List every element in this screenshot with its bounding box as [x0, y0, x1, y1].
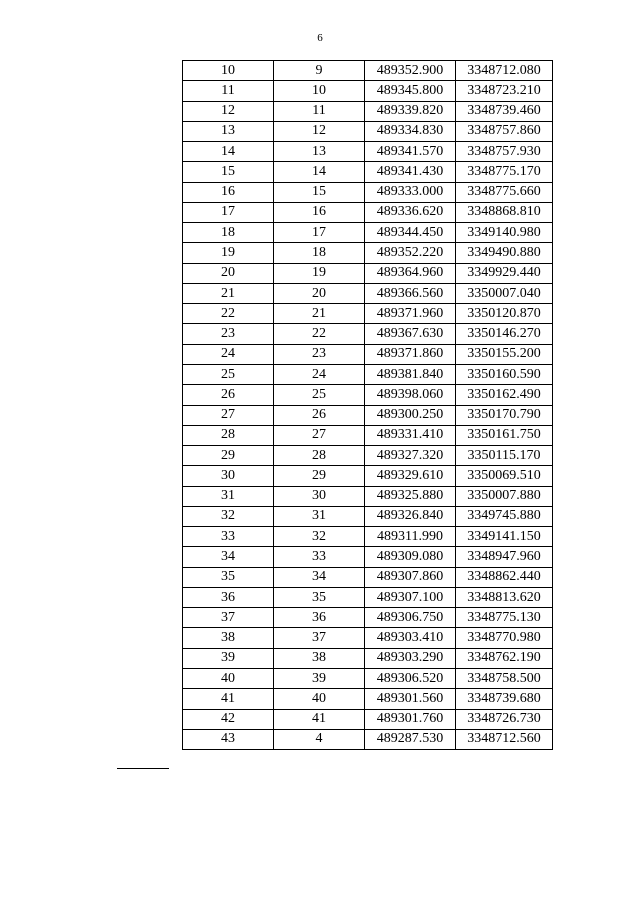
- point-number-cell: 29: [183, 446, 274, 466]
- previous-point-cell: 34: [274, 567, 365, 587]
- table-row: [183, 689, 553, 709]
- table-row: [183, 587, 553, 607]
- x-coordinate-cell: 489339.820: [365, 101, 456, 121]
- point-number-cell: 26: [183, 385, 274, 405]
- previous-point-cell: 15: [274, 182, 365, 202]
- previous-point-cell: 20: [274, 283, 365, 303]
- table-row: [183, 101, 553, 121]
- x-coordinate-cell: 489300.250: [365, 405, 456, 425]
- x-coordinate-cell: 489303.410: [365, 628, 456, 648]
- y-coordinate-cell: 3348757.930: [456, 142, 553, 162]
- previous-point-cell: 24: [274, 364, 365, 384]
- previous-point-cell: 13: [274, 142, 365, 162]
- table-row: [183, 628, 553, 648]
- x-coordinate-cell: 489306.750: [365, 608, 456, 628]
- table-row: [183, 324, 553, 344]
- point-number-cell: 31: [183, 486, 274, 506]
- x-coordinate-cell: 489341.570: [365, 142, 456, 162]
- table-row: [183, 61, 553, 81]
- table-row: [183, 709, 553, 729]
- table-row: [183, 81, 553, 101]
- previous-point-cell: 21: [274, 304, 365, 324]
- point-number-cell: 38: [183, 628, 274, 648]
- table-row: [183, 223, 553, 243]
- point-number-cell: 34: [183, 547, 274, 567]
- table-row: [183, 547, 553, 567]
- previous-point-cell: 32: [274, 527, 365, 547]
- point-number-cell: 14: [183, 142, 274, 162]
- table-row: [183, 243, 553, 263]
- table-row: [183, 121, 553, 141]
- x-coordinate-cell: 489301.760: [365, 709, 456, 729]
- point-number-cell: 21: [183, 283, 274, 303]
- x-coordinate-cell: 489307.100: [365, 587, 456, 607]
- x-coordinate-cell: 489331.410: [365, 425, 456, 445]
- table-row: [183, 466, 553, 486]
- previous-point-cell: 29: [274, 466, 365, 486]
- table-row: [183, 283, 553, 303]
- x-coordinate-cell: 489325.880: [365, 486, 456, 506]
- x-coordinate-cell: 489364.960: [365, 263, 456, 283]
- point-number-cell: 24: [183, 344, 274, 364]
- x-coordinate-cell: 489366.560: [365, 283, 456, 303]
- x-coordinate-cell: 489307.860: [365, 567, 456, 587]
- previous-point-cell: 22: [274, 324, 365, 344]
- y-coordinate-cell: 3350120.870: [456, 304, 553, 324]
- previous-point-cell: 25: [274, 385, 365, 405]
- point-number-cell: 28: [183, 425, 274, 445]
- previous-point-cell: 39: [274, 668, 365, 688]
- previous-point-cell: 38: [274, 648, 365, 668]
- y-coordinate-cell: 3350170.790: [456, 405, 553, 425]
- table-row: [183, 486, 553, 506]
- y-coordinate-cell: 3348862.440: [456, 567, 553, 587]
- point-number-cell: 22: [183, 304, 274, 324]
- point-number-cell: 12: [183, 101, 274, 121]
- y-coordinate-cell: 3349929.440: [456, 263, 553, 283]
- table-row: [183, 446, 553, 466]
- x-coordinate-cell: 489329.610: [365, 466, 456, 486]
- previous-point-cell: 9: [274, 61, 365, 81]
- point-number-cell: 37: [183, 608, 274, 628]
- previous-point-cell: 35: [274, 587, 365, 607]
- previous-point-cell: 41: [274, 709, 365, 729]
- previous-point-cell: 30: [274, 486, 365, 506]
- y-coordinate-cell: 3348723.210: [456, 81, 553, 101]
- y-coordinate-cell: 3348712.080: [456, 61, 553, 81]
- x-coordinate-cell: 489311.990: [365, 527, 456, 547]
- previous-point-cell: 23: [274, 344, 365, 364]
- x-coordinate-cell: 489303.290: [365, 648, 456, 668]
- x-coordinate-cell: 489306.520: [365, 668, 456, 688]
- y-coordinate-cell: 3348758.500: [456, 668, 553, 688]
- x-coordinate-cell: 489333.000: [365, 182, 456, 202]
- y-coordinate-cell: 3350160.590: [456, 364, 553, 384]
- y-coordinate-cell: 3348739.680: [456, 689, 553, 709]
- y-coordinate-cell: 3350146.270: [456, 324, 553, 344]
- y-coordinate-cell: 3348757.860: [456, 121, 553, 141]
- point-number-cell: 23: [183, 324, 274, 344]
- table-row: [183, 425, 553, 445]
- x-coordinate-cell: 489398.060: [365, 385, 456, 405]
- y-coordinate-cell: 3349745.880: [456, 506, 553, 526]
- point-number-cell: 41: [183, 689, 274, 709]
- previous-point-cell: 18: [274, 243, 365, 263]
- y-coordinate-cell: 3348762.190: [456, 648, 553, 668]
- table-row: [183, 506, 553, 526]
- table-row: [183, 162, 553, 182]
- previous-point-cell: 17: [274, 223, 365, 243]
- previous-point-cell: 31: [274, 506, 365, 526]
- y-coordinate-cell: 3348739.460: [456, 101, 553, 121]
- table-row: [183, 202, 553, 222]
- x-coordinate-cell: 489341.430: [365, 162, 456, 182]
- previous-point-cell: 12: [274, 121, 365, 141]
- x-coordinate-cell: 489326.840: [365, 506, 456, 526]
- point-number-cell: 25: [183, 364, 274, 384]
- y-coordinate-cell: 3348726.730: [456, 709, 553, 729]
- y-coordinate-cell: 3348813.620: [456, 587, 553, 607]
- point-number-cell: 16: [183, 182, 274, 202]
- point-number-cell: 35: [183, 567, 274, 587]
- y-coordinate-cell: 3350007.880: [456, 486, 553, 506]
- y-coordinate-cell: 3349141.150: [456, 527, 553, 547]
- y-coordinate-cell: 3350155.200: [456, 344, 553, 364]
- x-coordinate-cell: 489334.830: [365, 121, 456, 141]
- table-row: [183, 344, 553, 364]
- coordinates-table: [182, 60, 553, 750]
- previous-point-cell: 10: [274, 81, 365, 101]
- point-number-cell: 40: [183, 668, 274, 688]
- point-number-cell: 18: [183, 223, 274, 243]
- x-coordinate-cell: 489371.960: [365, 304, 456, 324]
- y-coordinate-cell: 3350162.490: [456, 385, 553, 405]
- x-coordinate-cell: 489381.840: [365, 364, 456, 384]
- x-coordinate-cell: 489371.860: [365, 344, 456, 364]
- previous-point-cell: 36: [274, 608, 365, 628]
- point-number-cell: 39: [183, 648, 274, 668]
- y-coordinate-cell: 3348775.130: [456, 608, 553, 628]
- x-coordinate-cell: 489367.630: [365, 324, 456, 344]
- table-row: [183, 385, 553, 405]
- x-coordinate-cell: 489327.320: [365, 446, 456, 466]
- table-row: [183, 527, 553, 547]
- point-number-cell: 19: [183, 243, 274, 263]
- y-coordinate-cell: 3348947.960: [456, 547, 553, 567]
- previous-point-cell: 28: [274, 446, 365, 466]
- coordinates-table-body: [183, 61, 553, 750]
- table-row: [183, 304, 553, 324]
- previous-point-cell: 27: [274, 425, 365, 445]
- page-number: 6: [317, 32, 323, 44]
- table-row: [183, 182, 553, 202]
- y-coordinate-cell: 3350115.170: [456, 446, 553, 466]
- previous-point-cell: 33: [274, 547, 365, 567]
- previous-point-cell: 16: [274, 202, 365, 222]
- x-coordinate-cell: 489344.450: [365, 223, 456, 243]
- point-number-cell: 10: [183, 61, 274, 81]
- y-coordinate-cell: 3348770.980: [456, 628, 553, 648]
- table-row: [183, 608, 553, 628]
- previous-point-cell: 37: [274, 628, 365, 648]
- x-coordinate-cell: 489352.900: [365, 61, 456, 81]
- previous-point-cell: 19: [274, 263, 365, 283]
- point-number-cell: 42: [183, 709, 274, 729]
- y-coordinate-cell: 3348868.810: [456, 202, 553, 222]
- point-number-cell: 43: [183, 729, 274, 749]
- x-coordinate-cell: 489287.530: [365, 729, 456, 749]
- table-row: [183, 405, 553, 425]
- previous-point-cell: 14: [274, 162, 365, 182]
- point-number-cell: 36: [183, 587, 274, 607]
- table-row: [183, 729, 553, 749]
- point-number-cell: 32: [183, 506, 274, 526]
- previous-point-cell: 4: [274, 729, 365, 749]
- footnote-separator: [117, 768, 169, 769]
- point-number-cell: 17: [183, 202, 274, 222]
- point-number-cell: 15: [183, 162, 274, 182]
- point-number-cell: 27: [183, 405, 274, 425]
- y-coordinate-cell: 3348712.560: [456, 729, 553, 749]
- y-coordinate-cell: 3350069.510: [456, 466, 553, 486]
- x-coordinate-cell: 489301.560: [365, 689, 456, 709]
- y-coordinate-cell: 3349490.880: [456, 243, 553, 263]
- y-coordinate-cell: 3349140.980: [456, 223, 553, 243]
- point-number-cell: 30: [183, 466, 274, 486]
- x-coordinate-cell: 489336.620: [365, 202, 456, 222]
- table-row: [183, 567, 553, 587]
- y-coordinate-cell: 3348775.170: [456, 162, 553, 182]
- table-row: [183, 142, 553, 162]
- point-number-cell: 20: [183, 263, 274, 283]
- table-row: [183, 668, 553, 688]
- point-number-cell: 33: [183, 527, 274, 547]
- point-number-cell: 11: [183, 81, 274, 101]
- table-row: [183, 364, 553, 384]
- table-row: [183, 263, 553, 283]
- x-coordinate-cell: 489345.800: [365, 81, 456, 101]
- previous-point-cell: 26: [274, 405, 365, 425]
- previous-point-cell: 40: [274, 689, 365, 709]
- x-coordinate-cell: 489352.220: [365, 243, 456, 263]
- y-coordinate-cell: 3350007.040: [456, 283, 553, 303]
- point-number-cell: 13: [183, 121, 274, 141]
- previous-point-cell: 11: [274, 101, 365, 121]
- y-coordinate-cell: 3348775.660: [456, 182, 553, 202]
- y-coordinate-cell: 3350161.750: [456, 425, 553, 445]
- x-coordinate-cell: 489309.080: [365, 547, 456, 567]
- table-row: [183, 648, 553, 668]
